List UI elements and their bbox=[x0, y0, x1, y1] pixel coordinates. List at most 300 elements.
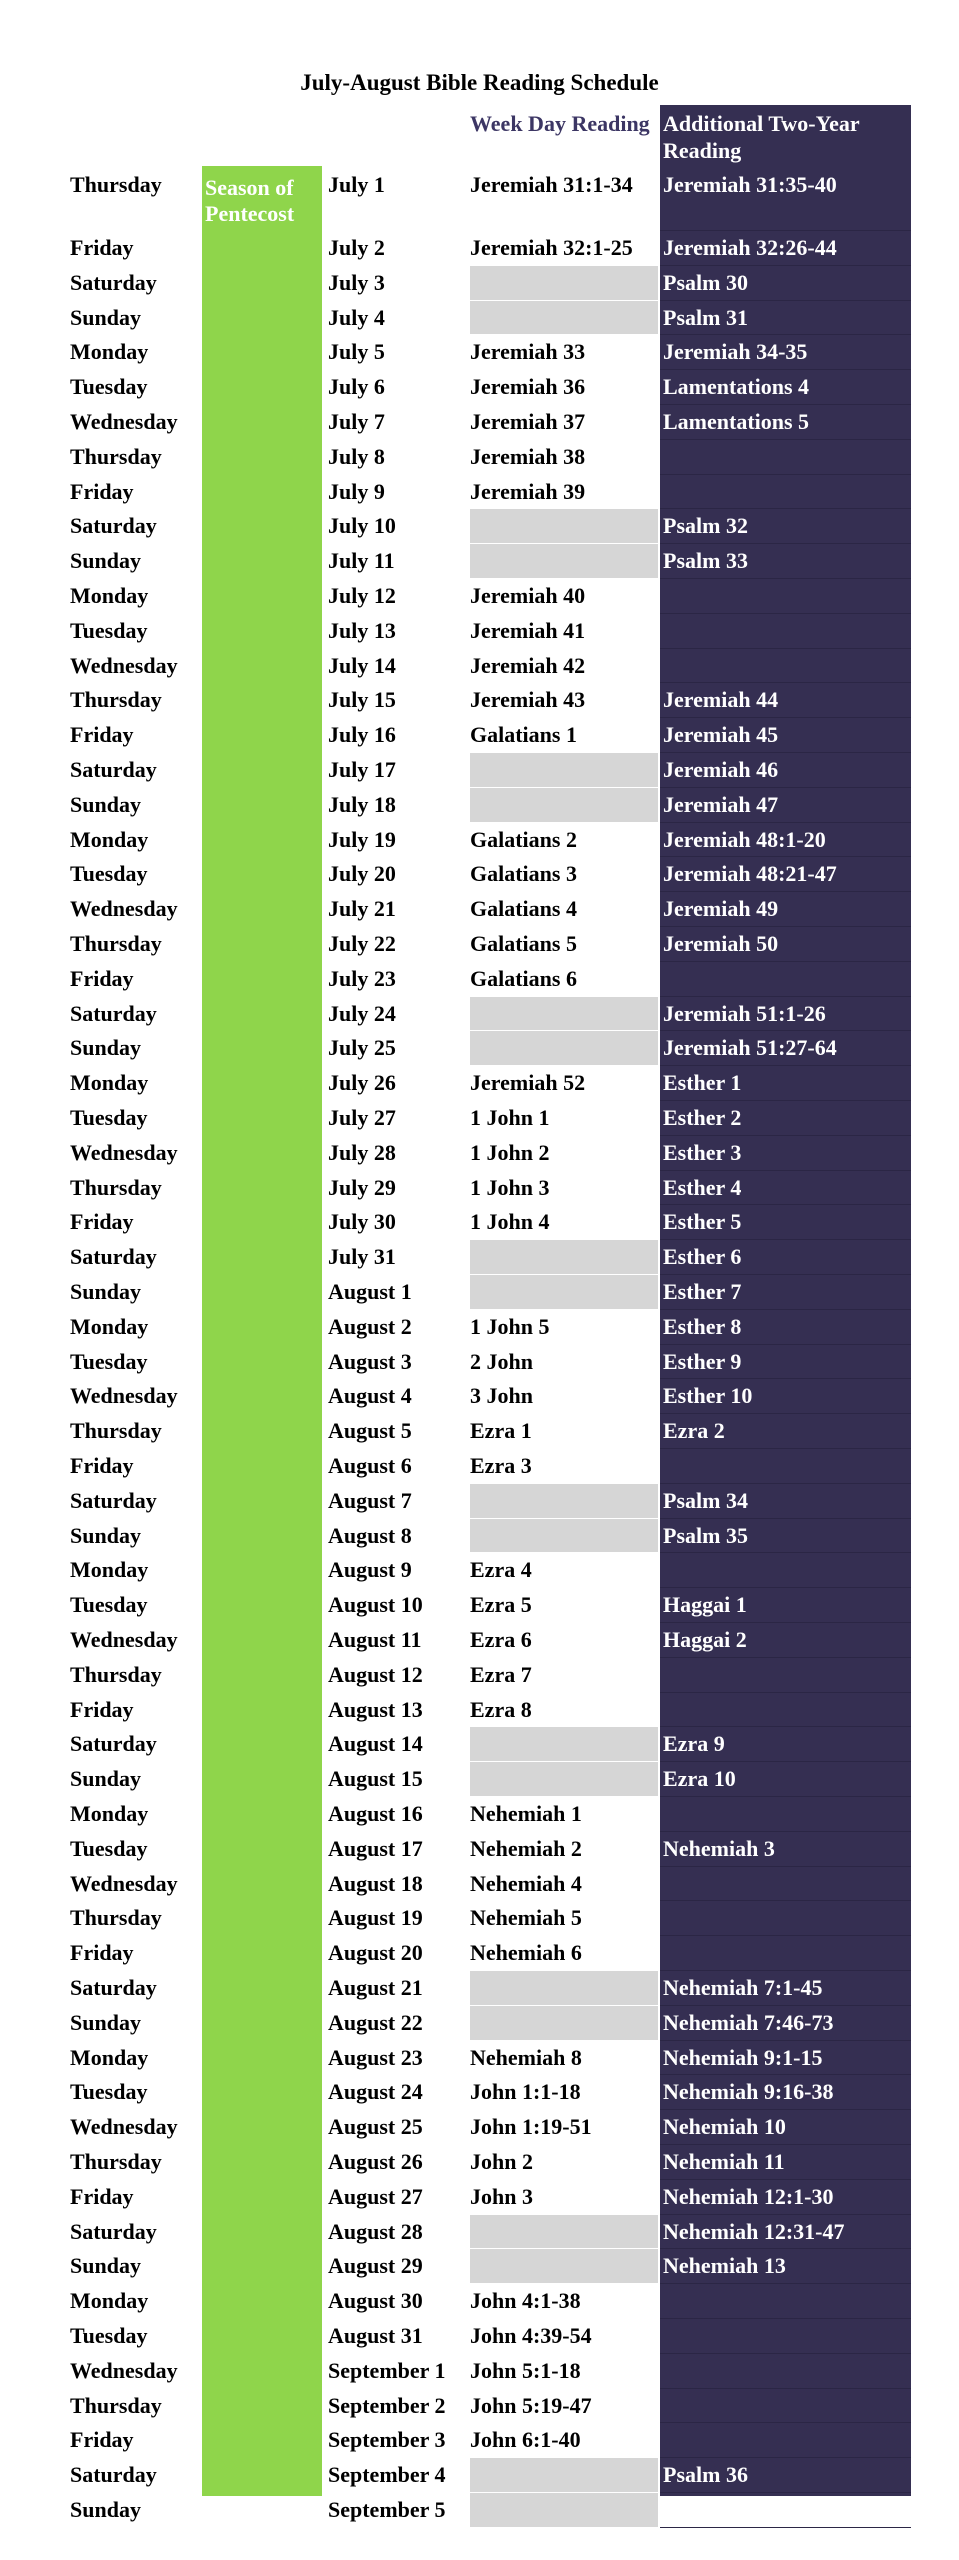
schedule-row bbox=[0, 1797, 959, 1832]
week-day-reading-cell: Galatians 5 bbox=[470, 931, 577, 956]
date-cell: July 21 bbox=[328, 896, 396, 922]
additional-reading-cell bbox=[663, 2389, 908, 2423]
additional-reading-header: Additional Two-Year Reading bbox=[663, 111, 860, 163]
schedule-row bbox=[0, 2041, 959, 2076]
additional-reading-cell: Haggai 2 bbox=[663, 1627, 747, 1652]
week-day-reading-cell bbox=[470, 509, 658, 543]
day-cell: Sunday bbox=[70, 548, 141, 574]
date-cell: August 22 bbox=[328, 2009, 423, 2035]
week-day-reading-cell: Jeremiah 38 bbox=[470, 443, 586, 469]
day-cell: Sunday bbox=[70, 2253, 141, 2279]
day-cell: Monday bbox=[70, 2044, 149, 2070]
schedule-row bbox=[0, 2249, 959, 2284]
schedule-row bbox=[0, 1066, 959, 1101]
week-day-reading-cell: Ezra 8 bbox=[470, 1696, 532, 1722]
day-cell: Monday bbox=[70, 1557, 149, 1583]
date-cell: August 11 bbox=[328, 1627, 422, 1652]
date-cell: August 8 bbox=[328, 1522, 412, 1548]
date-cell: July 4 bbox=[328, 304, 385, 330]
schedule-row bbox=[0, 1693, 959, 1728]
week-day-reading-cell: Galatians 4 bbox=[470, 896, 577, 922]
schedule-row bbox=[0, 1588, 959, 1623]
schedule-row bbox=[0, 1379, 959, 1414]
day-cell: Sunday bbox=[70, 1766, 141, 1792]
day-cell: Wednesday bbox=[70, 409, 178, 434]
date-cell: July 18 bbox=[328, 791, 396, 817]
week-day-reading-cell: Ezra 7 bbox=[470, 1661, 532, 1687]
schedule-row bbox=[0, 1240, 959, 1275]
date-cell: July 27 bbox=[328, 1105, 396, 1130]
day-cell: Friday bbox=[70, 235, 134, 260]
week-day-reading-cell bbox=[470, 1519, 658, 1553]
day-cell: Saturday bbox=[70, 1487, 157, 1513]
schedule-row bbox=[0, 370, 959, 405]
week-day-reading-cell: Ezra 6 bbox=[470, 1627, 532, 1652]
schedule-row bbox=[0, 231, 959, 266]
date-cell: August 21 bbox=[328, 1975, 423, 2000]
day-cell: Thursday bbox=[70, 2149, 162, 2174]
date-cell: August 4 bbox=[328, 1383, 412, 1409]
day-cell: Sunday bbox=[70, 2009, 141, 2035]
week-day-reading-cell: John 5:19-47 bbox=[470, 2392, 592, 2418]
schedule-row bbox=[0, 1171, 959, 1206]
date-cell: September 3 bbox=[328, 2427, 446, 2453]
week-day-reading-cell: Jeremiah 31:1-34 bbox=[470, 172, 633, 197]
week-day-reading-cell bbox=[470, 2249, 658, 2283]
date-cell: August 7 bbox=[328, 1487, 412, 1513]
additional-reading-cell: Jeremiah 48:1-20 bbox=[663, 826, 826, 852]
date-cell: July 2 bbox=[328, 235, 385, 260]
schedule-row bbox=[0, 1414, 959, 1449]
additional-reading-cell: Haggai 1 bbox=[663, 1592, 747, 1618]
schedule-row bbox=[0, 2215, 959, 2250]
day-cell: Tuesday bbox=[70, 617, 148, 643]
week-day-reading-cell: Jeremiah 33 bbox=[470, 339, 586, 365]
date-cell: August 20 bbox=[328, 1940, 423, 1966]
day-cell: Monday bbox=[70, 1070, 149, 1096]
date-cell: July 25 bbox=[328, 1035, 396, 1061]
schedule-row bbox=[0, 301, 959, 336]
week-day-reading-cell: Jeremiah 37 bbox=[470, 409, 586, 434]
date-cell: August 6 bbox=[328, 1453, 412, 1478]
date-cell: July 15 bbox=[328, 687, 396, 713]
day-cell: Saturday bbox=[70, 1731, 157, 1757]
additional-reading-cell bbox=[663, 579, 908, 613]
date-cell: July 3 bbox=[328, 269, 385, 295]
additional-reading-cell: Esther 10 bbox=[663, 1383, 753, 1409]
date-cell: July 10 bbox=[328, 513, 396, 539]
date-cell: August 28 bbox=[328, 2218, 423, 2244]
date-cell: August 3 bbox=[328, 1348, 412, 1374]
additional-reading-cell bbox=[663, 614, 908, 648]
week-day-reading-cell bbox=[470, 753, 658, 787]
schedule-row bbox=[0, 544, 959, 579]
day-cell: Friday bbox=[70, 2183, 134, 2209]
day-cell: Thursday bbox=[70, 931, 162, 956]
day-cell: Monday bbox=[70, 583, 149, 608]
date-cell: August 10 bbox=[328, 1592, 423, 1618]
week-day-reading-cell bbox=[470, 997, 658, 1031]
date-cell: July 29 bbox=[328, 1174, 396, 1200]
day-cell: Sunday bbox=[70, 1279, 141, 1304]
additional-reading-cell: Jeremiah 45 bbox=[663, 722, 779, 748]
week-day-reading-cell: John 4:39-54 bbox=[470, 2323, 592, 2348]
schedule-row bbox=[0, 2319, 959, 2354]
additional-reading-cell: Jeremiah 50 bbox=[663, 931, 779, 956]
schedule-row bbox=[0, 614, 959, 649]
date-cell: July 11 bbox=[328, 548, 395, 574]
additional-reading-cell: Jeremiah 34-35 bbox=[663, 339, 808, 365]
day-cell: Friday bbox=[70, 1696, 134, 1722]
day-cell: Sunday bbox=[70, 1035, 141, 1061]
schedule-row bbox=[0, 1310, 959, 1345]
date-cell: July 13 bbox=[328, 617, 396, 643]
date-cell: August 15 bbox=[328, 1766, 423, 1792]
day-cell: Friday bbox=[70, 2427, 134, 2453]
additional-reading-cell: Jeremiah 51:27-64 bbox=[663, 1035, 837, 1061]
date-cell: July 19 bbox=[328, 826, 396, 852]
schedule-row bbox=[0, 1762, 959, 1797]
additional-reading-cell: Psalm 33 bbox=[663, 548, 748, 574]
date-cell: August 13 bbox=[328, 1696, 423, 1722]
day-cell: Tuesday bbox=[70, 2323, 148, 2348]
schedule-row bbox=[0, 579, 959, 614]
day-cell: Thursday bbox=[70, 1418, 162, 1444]
schedule-row bbox=[0, 997, 959, 1032]
week-day-reading-cell bbox=[470, 1727, 658, 1761]
day-cell: Thursday bbox=[70, 1661, 162, 1687]
additional-reading-cell: Psalm 31 bbox=[663, 304, 748, 330]
week-day-reading-cell: John 3 bbox=[470, 2183, 533, 2209]
date-cell: August 31 bbox=[328, 2323, 423, 2348]
additional-reading-cell: Ezra 2 bbox=[663, 1418, 725, 1444]
additional-reading-cell: Jeremiah 32:26-44 bbox=[663, 235, 837, 260]
week-day-reading-cell bbox=[470, 1031, 658, 1065]
schedule-row bbox=[0, 266, 959, 301]
day-cell: Wednesday bbox=[70, 1870, 178, 1896]
additional-reading-cell: Nehemiah 12:31-47 bbox=[663, 2218, 845, 2244]
additional-reading-cell bbox=[663, 2423, 908, 2457]
day-cell: Monday bbox=[70, 1313, 149, 1339]
schedule-row bbox=[0, 2284, 959, 2319]
additional-reading-cell bbox=[663, 1658, 908, 1692]
week-day-reading-cell: Nehemiah 5 bbox=[470, 1905, 582, 1931]
additional-reading-cell bbox=[663, 649, 908, 683]
additional-reading-cell bbox=[663, 962, 908, 996]
week-day-reading-cell bbox=[470, 1484, 658, 1518]
date-cell: August 9 bbox=[328, 1557, 412, 1583]
week-day-reading-cell bbox=[470, 2006, 658, 2040]
day-cell: Friday bbox=[70, 722, 134, 748]
week-day-reading-cell bbox=[470, 266, 658, 300]
week-day-reading-cell bbox=[470, 544, 658, 578]
date-cell: July 1 bbox=[328, 172, 385, 197]
week-day-reading-cell: Nehemiah 2 bbox=[470, 1835, 582, 1861]
week-day-reading-cell bbox=[470, 1275, 658, 1309]
day-cell: Monday bbox=[70, 826, 149, 852]
season-label: Season of Pentecost bbox=[205, 175, 295, 226]
additional-reading-cell: Psalm 34 bbox=[663, 1487, 748, 1513]
schedule-row bbox=[0, 683, 959, 718]
schedule-row bbox=[0, 1727, 959, 1762]
day-cell: Tuesday bbox=[70, 374, 148, 400]
date-cell: September 5 bbox=[328, 2497, 446, 2522]
schedule-row bbox=[0, 892, 959, 927]
week-day-reading-cell: John 2 bbox=[470, 2149, 533, 2174]
week-day-reading-cell: 1 John 1 bbox=[470, 1105, 550, 1130]
week-day-reading-cell: Jeremiah 41 bbox=[470, 617, 586, 643]
additional-reading-cell: Esther 4 bbox=[663, 1174, 742, 1200]
date-cell: August 29 bbox=[328, 2253, 423, 2279]
schedule-row bbox=[0, 1275, 959, 1310]
additional-reading-cell bbox=[663, 1553, 908, 1587]
week-day-reading-cell bbox=[470, 788, 658, 822]
week-day-reading-cell: 1 John 3 bbox=[470, 1174, 550, 1200]
day-cell: Sunday bbox=[70, 791, 141, 817]
day-cell: Saturday bbox=[70, 1000, 157, 1026]
day-cell: Saturday bbox=[70, 757, 157, 782]
additional-reading-cell: Esther 2 bbox=[663, 1105, 742, 1130]
day-cell: Sunday bbox=[70, 1522, 141, 1548]
additional-reading-cell: Nehemiah 12:1-30 bbox=[663, 2183, 834, 2209]
date-cell: August 17 bbox=[328, 1835, 423, 1861]
day-cell: Thursday bbox=[70, 687, 162, 713]
schedule-row bbox=[0, 2075, 959, 2110]
week-day-reading-cell: Nehemiah 6 bbox=[470, 1940, 582, 1966]
additional-reading-cell bbox=[663, 2284, 908, 2318]
day-cell: Tuesday bbox=[70, 1835, 148, 1861]
additional-reading-cell: Nehemiah 10 bbox=[663, 2114, 786, 2140]
additional-reading-cell: Esther 6 bbox=[663, 1244, 742, 1270]
additional-reading-cell: Jeremiah 48:21-47 bbox=[663, 861, 837, 887]
schedule-row bbox=[0, 2145, 959, 2180]
week-day-reading-cell: Jeremiah 36 bbox=[470, 374, 586, 400]
schedule-row bbox=[0, 823, 959, 858]
week-day-reading-cell: Jeremiah 40 bbox=[470, 583, 586, 608]
schedule-row bbox=[0, 2180, 959, 2215]
additional-reading-cell: Esther 5 bbox=[663, 1209, 742, 1235]
date-cell: July 9 bbox=[328, 478, 385, 504]
week-day-reading-cell: Galatians 2 bbox=[470, 826, 577, 852]
schedule-row bbox=[0, 857, 959, 892]
row-divider bbox=[660, 2527, 911, 2528]
schedule-row bbox=[0, 2493, 959, 2528]
additional-reading-cell: Lamentations 4 bbox=[663, 374, 810, 400]
schedule-row bbox=[0, 2389, 959, 2424]
week-day-reading-cell: 1 John 5 bbox=[470, 1313, 550, 1339]
schedule-row bbox=[0, 168, 959, 231]
day-cell: Saturday bbox=[70, 1244, 157, 1270]
additional-reading-cell bbox=[663, 1936, 908, 1970]
additional-reading-cell: Nehemiah 3 bbox=[663, 1835, 775, 1861]
date-cell: August 27 bbox=[328, 2183, 423, 2209]
day-cell: Tuesday bbox=[70, 2079, 148, 2105]
week-day-reading-cell bbox=[470, 301, 658, 335]
day-cell: Friday bbox=[70, 965, 134, 991]
week-day-reading-cell: Galatians 3 bbox=[470, 861, 577, 887]
week-day-reading-cell: John 5:1-18 bbox=[470, 2357, 581, 2383]
week-day-reading-cell: 2 John bbox=[470, 1348, 533, 1374]
week-day-reading-cell: Galatians 1 bbox=[470, 722, 577, 748]
week-day-reading-cell bbox=[470, 1762, 658, 1796]
week-day-reading-cell: John 1:1-18 bbox=[470, 2079, 581, 2105]
schedule-row bbox=[0, 1936, 959, 1971]
week-day-reading-cell: Galatians 6 bbox=[470, 965, 577, 991]
additional-reading-cell: Nehemiah 11 bbox=[663, 2149, 785, 2174]
day-cell: Monday bbox=[70, 339, 149, 365]
date-cell: July 6 bbox=[328, 374, 385, 400]
page-title: July-August Bible Reading Schedule bbox=[300, 70, 659, 95]
day-cell: Thursday bbox=[70, 1905, 162, 1931]
schedule-row bbox=[0, 753, 959, 788]
schedule-row bbox=[0, 2006, 959, 2041]
schedule-row bbox=[0, 335, 959, 370]
schedule-row bbox=[0, 1136, 959, 1171]
date-cell: August 5 bbox=[328, 1418, 412, 1444]
additional-reading-cell: Esther 1 bbox=[663, 1070, 742, 1096]
date-cell: July 20 bbox=[328, 861, 396, 887]
date-cell: August 23 bbox=[328, 2044, 423, 2070]
day-cell: Monday bbox=[70, 1801, 149, 1826]
additional-reading-cell: Lamentations 5 bbox=[663, 409, 810, 434]
week-day-reading-cell: Nehemiah 1 bbox=[470, 1801, 582, 1826]
date-cell: July 8 bbox=[328, 443, 385, 469]
schedule-row bbox=[0, 2354, 959, 2389]
schedule-row bbox=[0, 2423, 959, 2458]
date-cell: August 18 bbox=[328, 1870, 423, 1896]
schedule-row bbox=[0, 1553, 959, 1588]
additional-reading-cell: Esther 7 bbox=[663, 1279, 742, 1304]
additional-reading-cell bbox=[663, 1797, 908, 1831]
date-cell: July 16 bbox=[328, 722, 396, 748]
schedule-row bbox=[0, 1101, 959, 1136]
week-day-reading-cell: 1 John 4 bbox=[470, 1209, 550, 1235]
week-day-reading-cell bbox=[470, 1240, 658, 1274]
date-cell: August 14 bbox=[328, 1731, 423, 1757]
schedule-row bbox=[0, 405, 959, 440]
schedule-row bbox=[0, 1832, 959, 1867]
additional-reading-cell: Jeremiah 47 bbox=[663, 791, 779, 817]
additional-reading-cell: Jeremiah 49 bbox=[663, 896, 779, 922]
date-cell: July 12 bbox=[328, 583, 396, 608]
date-cell: July 14 bbox=[328, 652, 396, 678]
week-day-reading-cell: Ezra 1 bbox=[470, 1418, 532, 1444]
date-cell: July 31 bbox=[328, 1244, 396, 1270]
schedule-row bbox=[0, 440, 959, 475]
day-cell: Saturday bbox=[70, 1975, 157, 2000]
week-day-reading-cell bbox=[470, 2458, 658, 2492]
week-day-reading-cell: John 6:1-40 bbox=[470, 2427, 581, 2453]
week-day-reading-cell: 1 John 2 bbox=[470, 1139, 550, 1165]
date-cell: August 25 bbox=[328, 2114, 423, 2140]
date-cell: July 26 bbox=[328, 1070, 396, 1096]
additional-reading-cell bbox=[663, 1449, 908, 1483]
schedule-row bbox=[0, 475, 959, 510]
date-cell: July 23 bbox=[328, 965, 396, 991]
day-cell: Thursday bbox=[70, 443, 162, 469]
week-day-reading-cell: Ezra 3 bbox=[470, 1453, 532, 1478]
week-day-reading-cell: Nehemiah 8 bbox=[470, 2044, 582, 2070]
additional-reading-cell: Nehemiah 9:16-38 bbox=[663, 2079, 834, 2105]
additional-reading-cell: Esther 9 bbox=[663, 1348, 742, 1374]
week-day-reading-cell: Jeremiah 32:1-25 bbox=[470, 235, 633, 260]
additional-reading-cell: Jeremiah 46 bbox=[663, 757, 779, 782]
day-cell: Tuesday bbox=[70, 1592, 148, 1618]
schedule-row bbox=[0, 1867, 959, 1902]
date-cell: August 24 bbox=[328, 2079, 423, 2105]
day-cell: Wednesday bbox=[70, 2357, 178, 2383]
schedule-row bbox=[0, 788, 959, 823]
date-cell: September 4 bbox=[328, 2462, 446, 2488]
week-day-reading-cell: Jeremiah 52 bbox=[470, 1070, 586, 1096]
day-cell: Wednesday bbox=[70, 1627, 178, 1652]
additional-reading-cell bbox=[663, 1867, 908, 1901]
schedule-row bbox=[0, 1658, 959, 1693]
date-cell: July 30 bbox=[328, 1209, 396, 1235]
date-cell: September 1 bbox=[328, 2357, 446, 2383]
day-cell: Tuesday bbox=[70, 1105, 148, 1130]
additional-reading-cell: Nehemiah 13 bbox=[663, 2253, 786, 2279]
week-day-reading-cell: John 4:1-38 bbox=[470, 2288, 581, 2314]
schedule-row bbox=[0, 1971, 959, 2006]
schedule-row bbox=[0, 1519, 959, 1554]
week-day-reading-cell: Jeremiah 43 bbox=[470, 687, 586, 713]
day-cell: Tuesday bbox=[70, 1348, 148, 1374]
additional-reading-cell: Psalm 36 bbox=[663, 2462, 748, 2488]
date-cell: August 30 bbox=[328, 2288, 423, 2314]
week-day-reading-cell: Jeremiah 42 bbox=[470, 652, 586, 678]
additional-reading-cell: Jeremiah 51:1-26 bbox=[663, 1000, 826, 1026]
additional-reading-cell bbox=[663, 1693, 908, 1727]
day-cell: Wednesday bbox=[70, 1383, 178, 1409]
additional-reading-cell: Psalm 37 bbox=[663, 2497, 748, 2522]
additional-reading-cell: Nehemiah 7:1-45 bbox=[663, 1975, 823, 2000]
additional-reading-cell: Ezra 10 bbox=[663, 1766, 736, 1792]
day-cell: Saturday bbox=[70, 269, 157, 295]
schedule-row bbox=[0, 962, 959, 997]
additional-reading-cell: Jeremiah 44 bbox=[663, 687, 779, 713]
day-cell: Friday bbox=[70, 478, 134, 504]
date-cell: July 28 bbox=[328, 1139, 396, 1165]
additional-reading-cell: Psalm 30 bbox=[663, 269, 748, 295]
week-day-reading-header: Week Day Reading bbox=[470, 111, 650, 136]
additional-reading-cell bbox=[663, 2354, 908, 2388]
additional-reading-cell: Esther 8 bbox=[663, 1313, 742, 1339]
day-cell: Friday bbox=[70, 1453, 134, 1478]
day-cell: Saturday bbox=[70, 2218, 157, 2244]
day-cell: Friday bbox=[70, 1209, 134, 1235]
day-cell: Thursday bbox=[70, 2392, 162, 2418]
additional-reading-cell bbox=[663, 475, 908, 509]
day-cell: Thursday bbox=[70, 1174, 162, 1200]
additional-reading-cell: Psalm 35 bbox=[663, 1522, 748, 1548]
schedule-row bbox=[0, 509, 959, 544]
date-cell: July 5 bbox=[328, 339, 385, 365]
additional-reading-cell bbox=[663, 440, 908, 474]
date-cell: July 22 bbox=[328, 931, 396, 956]
week-day-reading-cell: 3 John bbox=[470, 1383, 533, 1409]
day-cell: Friday bbox=[70, 1940, 134, 1966]
date-cell: July 17 bbox=[328, 757, 396, 782]
day-cell: Wednesday bbox=[70, 896, 178, 922]
day-cell: Sunday bbox=[70, 304, 141, 330]
schedule-row bbox=[0, 1449, 959, 1484]
additional-reading-cell: Esther 3 bbox=[663, 1139, 742, 1165]
date-cell: July 24 bbox=[328, 1000, 396, 1026]
schedule-row bbox=[0, 1901, 959, 1936]
day-cell: Wednesday bbox=[70, 2114, 178, 2140]
day-cell: Thursday bbox=[70, 172, 162, 197]
